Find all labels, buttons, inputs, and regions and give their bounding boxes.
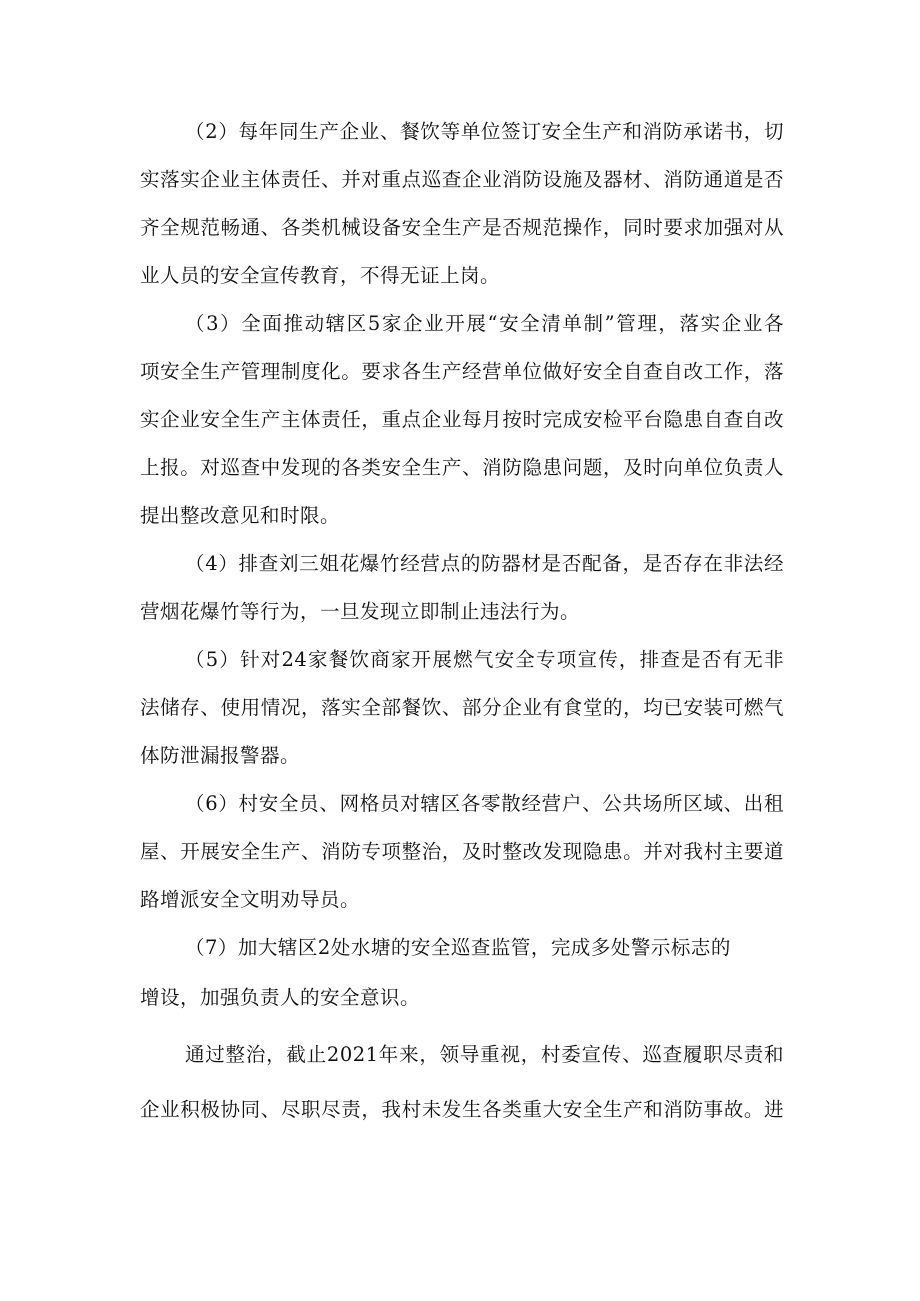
paragraph-5-line-2: 法储存、使用情况，落实全部餐饮、部分企业有食堂的，均已安装可燃气 <box>140 696 784 719</box>
paragraph-6-line-2: 屋、开展安全生产、消防专项整治，及时整改发现隐患。并对我村主要道 <box>140 840 784 863</box>
paragraph-3-line-5: 提出整改意见和时限。 <box>140 504 341 527</box>
paragraph-5-line-3: 体防泄漏报警器。 <box>140 744 301 767</box>
paragraph-6-line-3: 路增派安全文明劝导员。 <box>140 888 361 911</box>
summary-line-2: 企业积极协同、尽职尽责，我村未发生各类重大安全生产和消防事故。进 <box>140 1098 784 1121</box>
paragraph-3-line-3: 实企业安全生产主体责任，重点企业每月按时完成安检平台隐患自查自改 <box>140 408 784 431</box>
paragraph-3-line-1: （3）全面推动辖区5家企业开展“安全清单制”管理，落实企业各 <box>185 312 784 335</box>
paragraph-2-line-1: （2）每年同生产企业、餐饮等单位签订安全生产和消防承诺书，切 <box>185 120 784 143</box>
paragraph-5-line-1: （5）针对24家餐饮商家开展燃气安全专项宣传，排查是否有无非 <box>185 648 784 671</box>
paragraph-2-line-3: 齐全规范畅通、各类机械设备安全生产是否规范操作，同时要求加强对从 <box>140 216 784 239</box>
summary-line-1: 通过整治，截止2021年来，领导重视，村委宣传、巡查履职尽责和 <box>185 1043 784 1066</box>
paragraph-4-line-1: （4）排查刘三姐花爆竹经营点的防器材是否配备，是否存在非法经 <box>185 552 784 575</box>
paragraph-7-line-1: （7）加大辖区2处水塘的安全巡查监管，完成多处警示标志的 <box>185 936 731 959</box>
paragraph-6-line-1: （6）村安全员、网格员对辖区各零散经营户、公共场所区域、出租 <box>185 792 784 815</box>
paragraph-3-line-2: 项安全生产管理制度化。要求各生产经营单位做好安全自查自改工作，落 <box>140 360 784 383</box>
paragraph-3-line-4: 上报。对巡查中发现的各类安全生产、消防隐患问题，及时向单位负责人 <box>140 456 784 479</box>
paragraph-4-line-2: 营烟花爆竹等行为，一旦发现立即制止违法行为。 <box>140 600 581 623</box>
paragraph-7-line-2: 增设，加强负责人的安全意识。 <box>140 986 421 1009</box>
paragraph-2-line-2: 实落实企业主体责任、并对重点巡查企业消防设施及器材、消防通道是否 <box>140 168 784 191</box>
paragraph-2-line-4: 业人员的安全宣传教育，不得无证上岗。 <box>140 264 501 287</box>
